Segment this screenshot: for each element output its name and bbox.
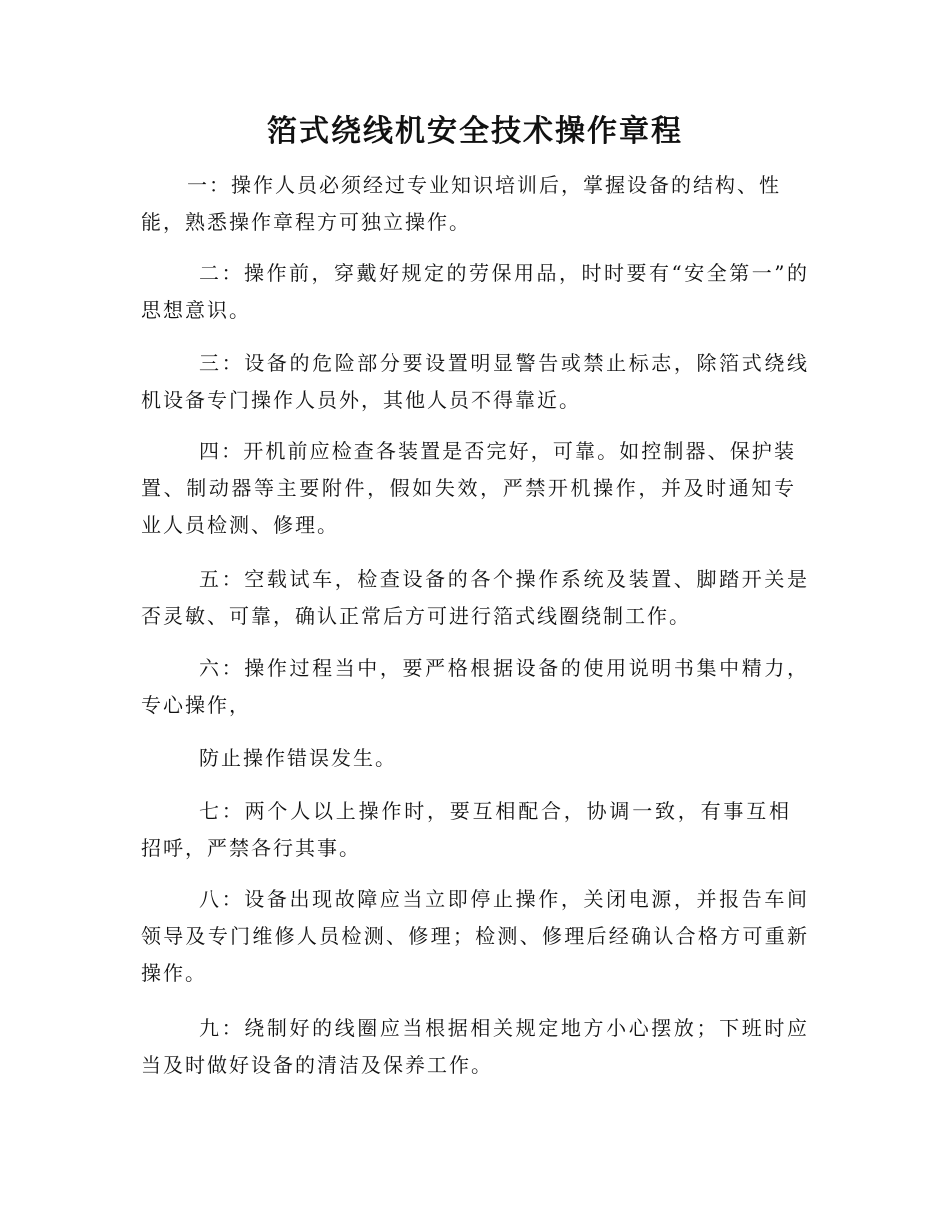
paragraph-5: 五：空载试车，检查设备的各个操作系统及装置、脚踏开关是否灵敏、可靠，确认正常后方可进行箔式线圈绕制工作。 bbox=[141, 567, 809, 628]
paragraph-2: 二：操作前，穿戴好规定的劳保用品，时时要有“安全第一”的思想意识。 bbox=[141, 261, 809, 322]
paragraph-4: 四：开机前应检查各装置是否完好，可靠。如控制器、保护装置、制动器等主要附件，假如失效，严禁开机操作，并及时通知专业人员检测、修理。 bbox=[141, 439, 796, 537]
paragraph-6: 六：操作过程当中，要严格根据设备的使用说明书集中精力，专心操作， bbox=[141, 656, 809, 717]
paragraph-8: 七：两个人以上操作时，要互相配合，协调一致，有事互相招呼，严禁各行其事。 bbox=[141, 799, 791, 860]
paragraph-3: 三：设备的危险部分要设置明显警告或禁止标志，除箔式绕线机设备专门操作人员外，其他人员不得靠近。 bbox=[141, 351, 809, 412]
paragraph-7: 防止操作错误发生。 bbox=[199, 746, 397, 770]
paragraph-1: 一：操作人员必须经过专业知识培训后，掌握设备的结构、性能，熟悉操作章程方可独立操作。 bbox=[141, 173, 781, 234]
paragraph-9: 八：设备出现故障应当立即停止操作，关闭电源，并报告车间领导及专门维修人员检测、修理；检测、修理后经确认合格方可重新操作。 bbox=[141, 887, 809, 985]
document-title: 箔式绕线机安全技术操作章程 bbox=[267, 114, 683, 149]
paragraph-10: 九：绕制好的线圈应当根据相关规定地方小心摆放；下班时应当及时做好设备的清洁及保养工作。 bbox=[141, 1016, 809, 1077]
